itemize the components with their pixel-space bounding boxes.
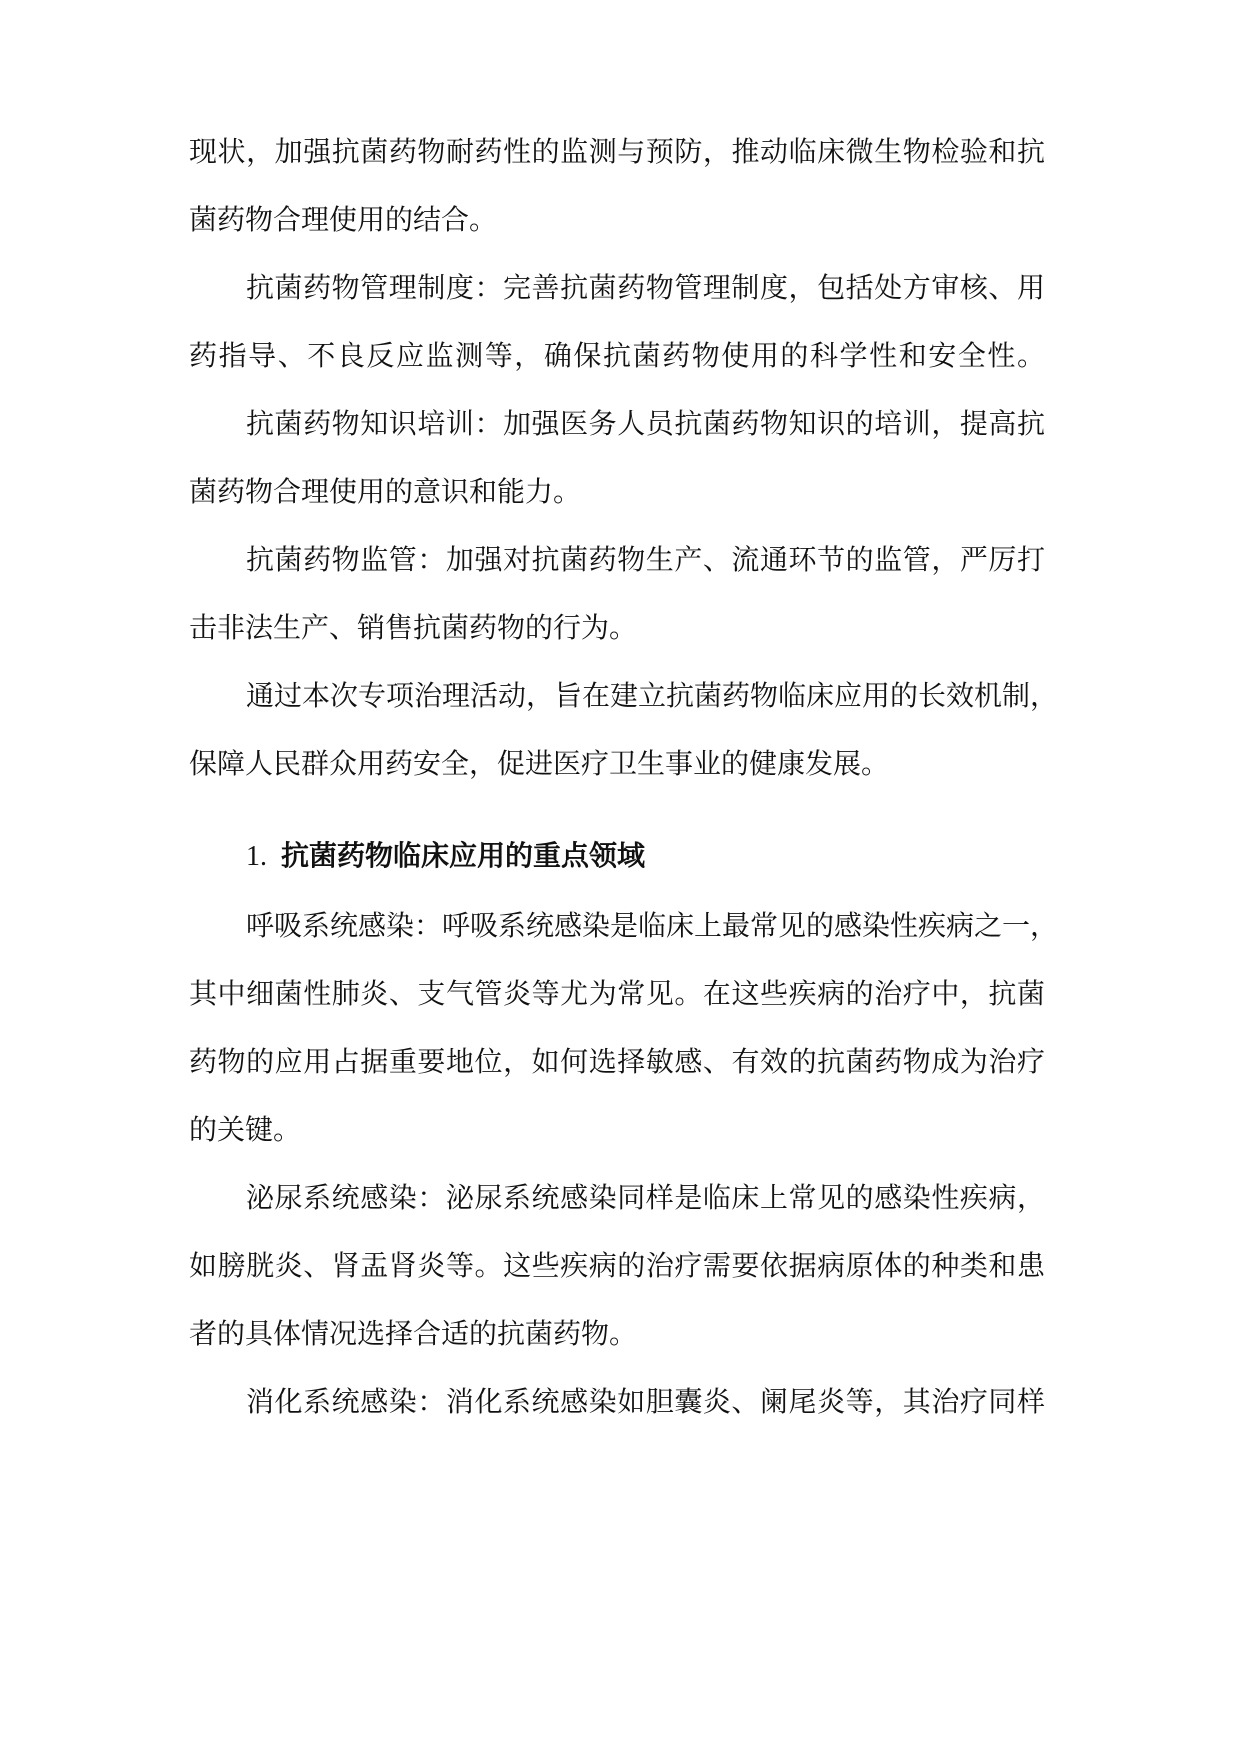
paragraph-line: 的关键。	[189, 1113, 302, 1146]
section-heading	[246, 836, 645, 877]
paragraph-line: 击非法生产、销售抗菌药物的行为。	[189, 611, 638, 644]
paragraph-line: 保障人民群众用药安全，促进医疗卫生事业的健康发展。	[189, 747, 890, 780]
paragraph-line: 其中细菌性肺炎、支气管炎等尤为常见。在这些疾病的治疗中，抗菌	[189, 977, 1045, 1010]
paragraph-line: 抗菌药物知识培训：加强医务人员抗菌药物知识的培训，提高抗	[246, 407, 1045, 440]
section-number: 1.	[246, 841, 267, 872]
paragraph-line: 者的具体情况选择合适的抗菌药物。	[189, 1317, 638, 1350]
paragraph-line: 如膀胱炎、肾盂肾炎等。这些疾病的治疗需要依据病原体的种类和患	[189, 1249, 1045, 1282]
paragraph-line: 现状，加强抗菌药物耐药性的监测与预防，推动临床微生物检验和抗	[189, 135, 1045, 168]
paragraph-line: 呼吸系统感染：呼吸系统感染是临床上最常见的感染性疾病之一，	[246, 909, 1059, 942]
paragraph-line: 通过本次专项治理活动，旨在建立抗菌药物临床应用的长效机制，	[246, 679, 1059, 712]
section-title: 抗菌药物临床应用的重点领域	[281, 839, 646, 872]
paragraph-line: 泌尿系统感染：泌尿系统感染同样是临床上常见的感染性疾病，	[246, 1181, 1045, 1214]
paragraph-line: 菌药物合理使用的结合。	[189, 203, 498, 236]
paragraph-line: 消化系统感染：消化系统感染如胆囊炎、阑尾炎等，其治疗同样	[246, 1385, 1045, 1418]
paragraph-line: 抗菌药物监管：加强对抗菌药物生产、流通环节的监管，严厉打	[246, 543, 1045, 576]
paragraph-line: 菌药物合理使用的意识和能力。	[189, 475, 582, 508]
paragraph-line: 抗菌药物管理制度：完善抗菌药物管理制度，包括处方审核、用	[246, 271, 1045, 304]
paragraph-line: 药指导、不良反应监测等，确保抗菌药物使用的科学性和安全性。	[189, 339, 1045, 372]
paragraph-line: 药物的应用占据重要地位，如何选择敏感、有效的抗菌药物成为治疗	[189, 1045, 1045, 1078]
